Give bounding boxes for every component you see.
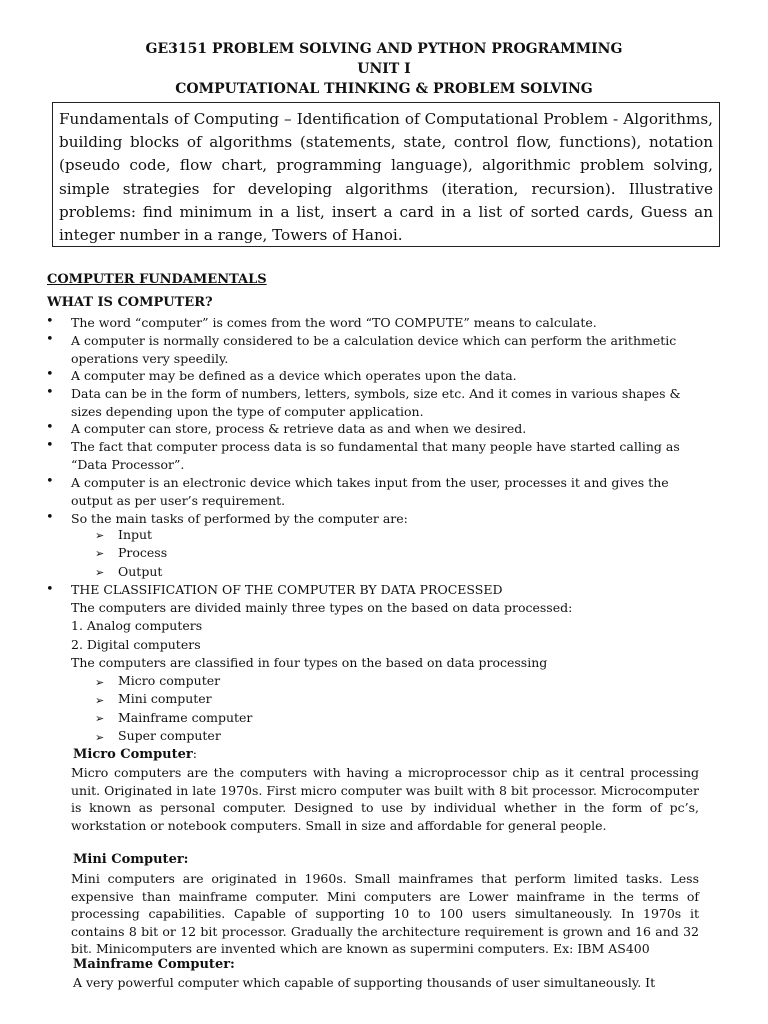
classification-type: 1. Analog computers [71,618,203,633]
unit-title: UNIT I [357,61,411,77]
bullet-dot: • [46,314,54,329]
mainframe-title: Mainframe Computer: [73,957,235,972]
arrow-bullet-icon: ➢ [95,694,105,707]
computer-type-item: Micro computer [118,673,221,688]
classification-intro: The computers are divided mainly three types on the based on data processed: [71,600,573,615]
classification-intro2: The computers are classified in four types on the based on data processing [71,655,548,670]
micro-title: Micro Computer [73,747,193,762]
bullet-dot: • [46,582,54,597]
bullet-dot: • [46,385,54,400]
arrow-bullet-icon: ➢ [95,547,105,560]
computer-type-item: Super computer [118,728,221,743]
bullet-text: A computer is normally considered to be a calculation device which can perform the arithmetic operations very speedily. [71,333,677,366]
bullet-dot: • [46,420,54,435]
computer-type-item: Mainframe computer [118,710,253,725]
bullet-text: So the main tasks of performed by the computer are: [71,511,408,526]
arrow-bullet-icon: ➢ [95,566,105,579]
mainframe-description: A very powerful computer which capable of supporting thousands of user simultaneously. It [73,975,656,990]
bullet-text: A computer can store, process & retrieve data as and when we desired. [71,421,527,436]
bullet-text: The fact that computer process data is so fundamental that many people have started calling as “Data Processor”. [71,439,680,472]
subheading: WHAT IS COMPUTER? [47,295,213,310]
bullet-text: A computer is an electronic device which takes input from the user, processes it and gives the output as per user’s requirement. [71,475,669,508]
syllabus-box: Fundamentals of Computing – Identification of Computational Problem - Algorithms, building blocks of algorithms (statements, state, control flow, functions), notation (pseudo code, flow chart, programming language), algorithmic problem solving, simple strategies for developing algorithms (iteration, recursion). Illustrative problems: find minimum in a list, insert a card in a list of sorted cards, Guess an integer number in a range, Towers of Hanoi. [52,102,720,247]
micro-colon: : [192,746,197,761]
task-item: Input [118,527,153,542]
bullet-text: The word “computer” is comes from the word “TO COMPUTE” means to calculate. [71,315,597,330]
computer-type-item: Mini computer [118,691,212,706]
task-item: Process [118,545,168,560]
classification-title: THE CLASSIFICATION OF THE COMPUTER BY DATA PROCESSED [71,582,503,597]
mini-description: Mini computers are originated in 1960s. Small mainframes that perform limited tasks. Less expensive than mainframe computer. Mini computers are Lower mainframe in the terms of processing capabilities. Capable of supporting 10 to 100 users simultaneously. In 1970s it contains 8 bit or 12 bit processor. Gradually the architecture requirement is grown and 16 and 32 bit. Minicomputers are invented which are known as supermini computers. Ex: IBM AS400 [71,871,699,956]
bullet-dot: • [46,332,54,347]
bullet-dot: • [46,438,54,453]
bullet-dot: • [46,510,54,525]
micro-heading [73,746,197,762]
arrow-bullet-icon: ➢ [95,712,105,725]
arrow-bullet-icon: ➢ [95,731,105,744]
arrow-bullet-icon: ➢ [95,529,105,542]
bullet-dot: • [46,474,54,489]
course-title: GE3151 PROBLEM SOLVING AND PYTHON PROGRAMMING [145,41,623,57]
bullet-text: Data can be in the form of numbers, letters, symbols, size etc. And it comes in various shapes & sizes depending upon the type of computer application. [71,386,681,419]
arrow-bullet-icon: ➢ [95,676,105,689]
micro-description: Micro computers are the computers with having a microprocessor chip as it central processing unit. Originated in late 1970s. First micro computer was built with 8 bit processor. Microcomputer is known as personal computer. Designed to use by individual whether in the form of pc’s, workstation or notebook computers. Small in size and affordable for general people. [71,765,699,833]
bullet-text: A computer may be defined as a device which operates upon the data. [71,368,517,383]
section-heading: COMPUTER FUNDAMENTALS [47,272,267,287]
task-item: Output [118,564,163,579]
mini-title: Mini Computer: [73,852,189,867]
bullet-dot: • [46,367,54,382]
classification-type: 2. Digital computers [71,637,201,652]
unit-subtitle: COMPUTATIONAL THINKING & PROBLEM SOLVING [175,81,593,97]
